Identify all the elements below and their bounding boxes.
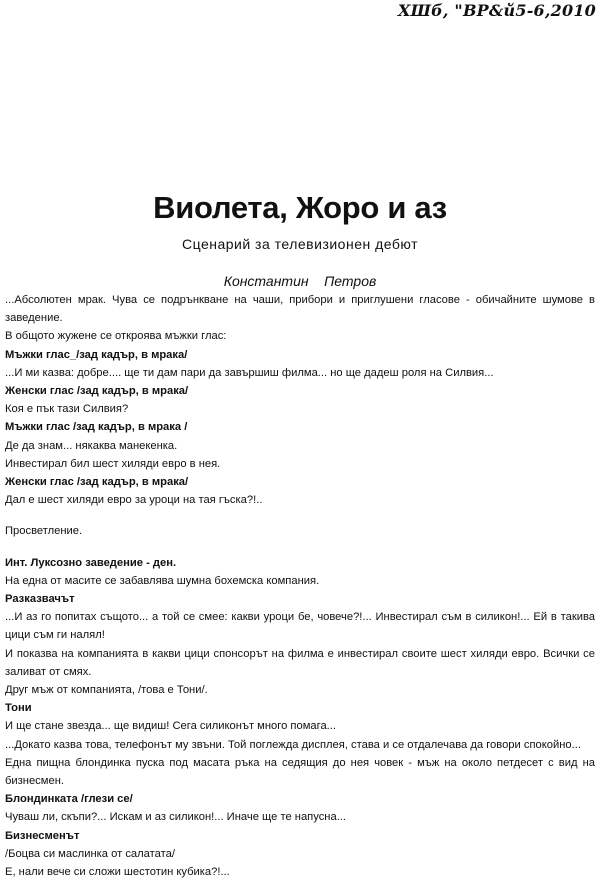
script-line: И ще стане звезда... ще видиш! Сега силиконът много помага... (5, 720, 337, 733)
journal-header: ХШб, "ВР&й5-6,2010 (398, 1, 596, 20)
speaker-line: Разказвачът (5, 593, 75, 606)
script-line: Една пищна блондинка пуска под масата ръка на седящия до нея човек - мъж на около петдесет с вид на бизнесмен. (5, 756, 595, 788)
script-line: Е, нали вече си сложи шестотин кубика?!... (5, 866, 230, 879)
script-line: /Боцва си маслинка от салатата/ (5, 847, 175, 860)
script-line: ...И аз го попитах същото... а той се смее: какви уроци бе, човече?!... Инвестирал съм в силикон!... Ей в такива цици съм ги налял! (5, 611, 595, 642)
script-line: Де да знам... някаква манекенка. (5, 439, 178, 452)
speaker-line: Блондинката /глези се/ (5, 793, 133, 806)
script-line: Коя е пък тази Силвия? (5, 403, 129, 416)
document-subtitle: Сценарий за телевизионен дебют (181, 236, 419, 252)
script-line: На една от масите се забавлява шумна бохемска компания. (5, 574, 320, 587)
speaker-line: Женски глас /зад кадър, в мрака/ (5, 476, 189, 489)
script-line: ...Абсолютен мрак. Чува се подрънкване на чаши, прибори и приглушени гласове - обичайните шумове в заведение. (5, 294, 595, 325)
speaker-line: Бизнесменът (5, 829, 80, 842)
script-line: Инвестирал бил шест хиляди евро в нея. (5, 457, 221, 470)
speaker-line: Тони (5, 702, 32, 715)
script-line: Друг мъж от компанията, /това е Тони/. (5, 684, 208, 697)
author-name: Константин Петров (223, 273, 377, 289)
document-title: Виолета, Жоро и аз (153, 190, 447, 225)
speaker-line: Мъжки глас_/зад кадър, в мрака/ (5, 348, 188, 361)
script-line: В общото жужене се откроява мъжки глас: (5, 330, 227, 343)
script-body (5, 291, 595, 881)
speaker-line: Мъжки глас /зад кадър, в мрака / (5, 421, 188, 434)
speaker-line: Женски глас /зад кадър, в мрака/ (5, 385, 189, 398)
script-line: ...Докато казва това, телефонът му звъни. Той поглежда дисплея, става и се отдалечава да говори спокойно... (5, 738, 581, 751)
script-line: Дал е шест хиляди евро за уроци на тая гъска?!.. (5, 494, 263, 507)
script-line: ...И ми казва: добре.... ще ти дам пари да завършиш филма... но ще дадеш роля на Силвия... (5, 366, 494, 379)
script-line: Чуваш ли, скъпи?... Искам и аз силикон!... Иначе ще те напусна... (5, 811, 347, 824)
script-line: И показва на компанията в какви цици спонсорът на филма е инвестирал своите шест хиляди евро. Всички се заливат от смях. (5, 647, 595, 678)
speaker-line: Инт. Луксозно заведение - ден. (5, 556, 177, 569)
script-line: Просветление. (5, 525, 83, 538)
